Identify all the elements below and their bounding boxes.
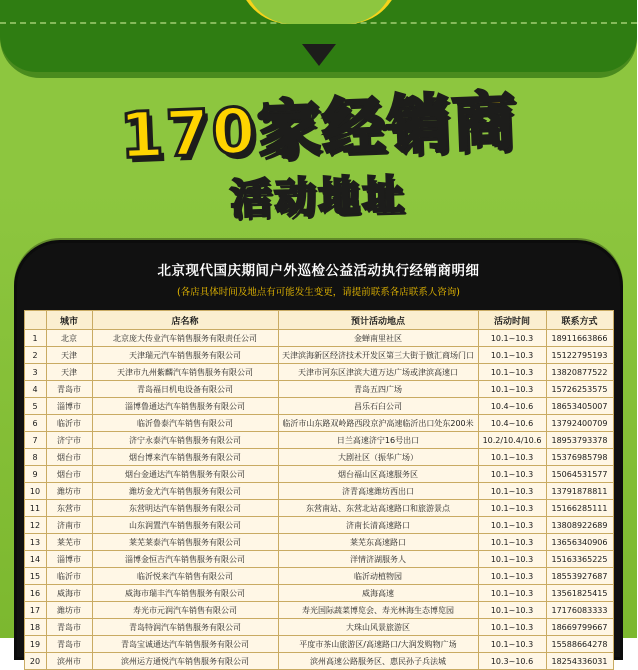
row-city: 淄博市 (46, 551, 92, 568)
table-row (24, 347, 613, 364)
dealer-list-sheet (14, 240, 623, 666)
row-location: 金蝉南里社区 (278, 330, 478, 347)
row-location: 洋情济湖服务人 (278, 551, 478, 568)
row-time: 10.1~10.3 (478, 517, 546, 534)
table-row (24, 619, 613, 636)
row-city: 滨州市 (46, 653, 92, 670)
sheet-title: 北京现代国庆期间户外巡检公益活动执行经销商明细 (157, 263, 480, 279)
arrow-down-icon (302, 44, 336, 66)
row-contact: 13791878811 (546, 483, 613, 500)
row-time: 10.1~10.3 (478, 636, 546, 653)
row-contact: 18911663866 (546, 330, 613, 347)
row-location: 大珠山风景旅游区 (278, 619, 478, 636)
row-contact: 15064531577 (546, 466, 613, 483)
row-location: 滨州高速公路服务区、惠民孙子兵法城 (278, 653, 478, 670)
row-store-name: 山东润置汽车销售服务有限公司 (92, 517, 278, 534)
table-row (24, 585, 613, 602)
row-contact: 13820877522 (546, 364, 613, 381)
table-row (24, 449, 613, 466)
row-city: 北京 (46, 330, 92, 347)
row-time: 10.3~10.6 (478, 653, 546, 670)
row-contact: 15726253575 (546, 381, 613, 398)
row-store-name: 烟台金通达汽车销售服务有限公司 (92, 466, 278, 483)
row-contact: 17176083333 (546, 602, 613, 619)
row-city: 东营市 (46, 500, 92, 517)
row-city: 济南市 (46, 517, 92, 534)
page-subtitle: 活动地址 (229, 170, 408, 224)
row-store-name: 威海市瑞丰汽车销售服务有限公司 (92, 585, 278, 602)
row-time: 10.1~10.3 (478, 551, 546, 568)
row-location: 日兰高速济宁16号出口 (278, 432, 478, 449)
col-contact: 联系方式 (546, 311, 613, 330)
row-time: 10.1~10.3 (478, 449, 546, 466)
table-row (24, 398, 613, 415)
row-location: 莱芜东高速路口 (278, 534, 478, 551)
row-time: 10.1~10.3 (478, 347, 546, 364)
row-store-name: 青岛福日机电设备有限公司 (92, 381, 278, 398)
row-city: 临沂市 (46, 415, 92, 432)
table-row (24, 517, 613, 534)
row-index: 8 (24, 449, 46, 466)
row-location: 昌乐石臼公司 (278, 398, 478, 415)
table-row (24, 551, 613, 568)
row-contact: 15122795193 (546, 347, 613, 364)
row-contact: 15166285111 (546, 500, 613, 517)
row-location: 威海高速 (278, 585, 478, 602)
row-time: 10.4~10.6 (478, 415, 546, 432)
row-contact: 15588664278 (546, 636, 613, 653)
row-store-name: 青岛特润汽车销售服务有限公司 (92, 619, 278, 636)
row-index: 7 (24, 432, 46, 449)
sheet-note: (各店具体时间及地点有可能发生变更，请提前联系各店联系人咨询) (177, 287, 460, 298)
row-city: 烟台市 (46, 466, 92, 483)
row-store-name: 青岛宝诚通达汽车销售服务有限公司 (92, 636, 278, 653)
row-contact: 15376985798 (546, 449, 613, 466)
table-row (24, 330, 613, 347)
row-location: 青岛五四广场 (278, 381, 478, 398)
table-row (24, 500, 613, 517)
row-index: 4 (24, 381, 46, 398)
row-index: 6 (24, 415, 46, 432)
row-index: 3 (24, 364, 46, 381)
row-contact: 18653405007 (546, 398, 613, 415)
row-store-name: 寿光市元润汽车销售有限公司 (92, 602, 278, 619)
row-time: 10.1~10.3 (478, 364, 546, 381)
table-row (24, 568, 613, 585)
table-row (24, 534, 613, 551)
row-city: 淄博市 (46, 398, 92, 415)
row-index: 11 (24, 500, 46, 517)
table-row (24, 483, 613, 500)
row-contact: 18553927687 (546, 568, 613, 585)
row-store-name: 东营明达汽车销售服务有限公司 (92, 500, 278, 517)
row-location: 东营南站、东营北站高速路口和旅游景点 (278, 500, 478, 517)
row-store-name: 北京庞大传业汽车销售服务有限责任公司 (92, 330, 278, 347)
row-city: 天津 (46, 364, 92, 381)
row-time: 10.1~10.3 (478, 534, 546, 551)
sheet-header (17, 243, 620, 304)
row-index: 12 (24, 517, 46, 534)
table-row (24, 602, 613, 619)
table-row (24, 364, 613, 381)
row-index: 13 (24, 534, 46, 551)
row-time: 10.1~10.3 (478, 619, 546, 636)
row-store-name: 济宁永泰汽车销售服务有限公司 (92, 432, 278, 449)
row-index: 19 (24, 636, 46, 653)
row-index: 17 (24, 602, 46, 619)
row-time: 10.1~10.3 (478, 330, 546, 347)
row-city: 青岛市 (46, 381, 92, 398)
row-index: 9 (24, 466, 46, 483)
row-index: 1 (24, 330, 46, 347)
row-index: 2 (24, 347, 46, 364)
table-row (24, 415, 613, 432)
row-city: 潍坊市 (46, 483, 92, 500)
row-location: 济南长清高速路口 (278, 517, 478, 534)
row-store-name: 天津瑞元汽车销售服务有限公司 (92, 347, 278, 364)
row-index: 5 (24, 398, 46, 415)
row-contact: 13561825415 (546, 585, 613, 602)
row-time: 10.1~10.3 (478, 381, 546, 398)
row-city: 烟台市 (46, 449, 92, 466)
row-city: 济宁市 (46, 432, 92, 449)
row-time: 10.1~10.3 (478, 500, 546, 517)
row-city: 青岛市 (46, 619, 92, 636)
row-location: 天津滨海新区经济技术开发区第三大街于倣汇商场门口 (278, 347, 478, 364)
row-contact: 13792400709 (546, 415, 613, 432)
row-location: 济青高速潍坊西出口 (278, 483, 478, 500)
row-city: 青岛市 (46, 636, 92, 653)
table-body (24, 330, 613, 670)
row-location: 平度市茶山旅游区/高速路口/大润发购物广场 (278, 636, 478, 653)
row-time: 10.1~10.3 (478, 585, 546, 602)
row-index: 20 (24, 653, 46, 670)
table-row (24, 381, 613, 398)
row-location: 临沂动植物园 (278, 568, 478, 585)
row-city: 潍坊市 (46, 602, 92, 619)
row-city: 威海市 (46, 585, 92, 602)
row-location: 寿光国际蔬菜博览会、寿光林海生态博览园 (278, 602, 478, 619)
row-location: 天津市河东区津滨大道万达广场或津滨高速口 (278, 364, 478, 381)
row-city: 莱芜市 (46, 534, 92, 551)
row-store-name: 临沂悦来汽车销售有限公司 (92, 568, 278, 585)
col-time: 活动时间 (478, 311, 546, 330)
row-index: 10 (24, 483, 46, 500)
poster-title-block (0, 84, 637, 224)
col-store-name: 店名称 (92, 311, 278, 330)
row-store-name: 潍坊金尤汽车销售服务有限公司 (92, 483, 278, 500)
row-time: 10.1~10.3 (478, 602, 546, 619)
row-store-name: 烟台博来汽车销售服务有限公司 (92, 449, 278, 466)
col-city: 城市 (46, 311, 92, 330)
row-location: 烟台福山区高速服务区 (278, 466, 478, 483)
row-time: 10.1~10.3 (478, 466, 546, 483)
row-contact: 15163365225 (546, 551, 613, 568)
row-store-name: 淄博金恒吉汽车销售服务有限公司 (92, 551, 278, 568)
row-store-name: 莱芜莱泰汽车销售服务有限公司 (92, 534, 278, 551)
row-contact: 18254336031 (546, 653, 613, 670)
table-header-row (24, 311, 613, 330)
col-location: 预计活动地点 (278, 311, 478, 330)
row-time: 10.4~10.6 (478, 398, 546, 415)
table-row (24, 466, 613, 483)
table-row (24, 636, 613, 653)
page-title: 170家经销商 (118, 84, 519, 173)
row-store-name: 临沂鲁泰汽车销售有限公司 (92, 415, 278, 432)
col-index (24, 311, 46, 330)
row-time: 10.1~10.3 (478, 483, 546, 500)
row-location: 大剧社区（振华广场） (278, 449, 478, 466)
row-index: 18 (24, 619, 46, 636)
row-store-name: 淄博鲁通达汽车销售服务有限公司 (92, 398, 278, 415)
row-city: 临沂市 (46, 568, 92, 585)
dealer-table (24, 310, 614, 670)
row-contact: 13808922689 (546, 517, 613, 534)
row-store-name: 天津市九州紫麟汽车销售服务有限公司 (92, 364, 278, 381)
row-index: 14 (24, 551, 46, 568)
table-row (24, 432, 613, 449)
row-contact: 13656340906 (546, 534, 613, 551)
top-band (0, 0, 637, 78)
row-contact: 18953793378 (546, 432, 613, 449)
row-contact: 18669799667 (546, 619, 613, 636)
row-index: 15 (24, 568, 46, 585)
row-city: 天津 (46, 347, 92, 364)
row-store-name: 滨州运方通悦汽车销售服务有限公司 (92, 653, 278, 670)
row-location: 临沂市山东路双岭路西段京沪高速临沂出口处东200米 (278, 415, 478, 432)
row-index: 16 (24, 585, 46, 602)
row-time: 10.1~10.3 (478, 568, 546, 585)
row-time: 10.2/10.4/10.6 (478, 432, 546, 449)
table-row (24, 653, 613, 670)
